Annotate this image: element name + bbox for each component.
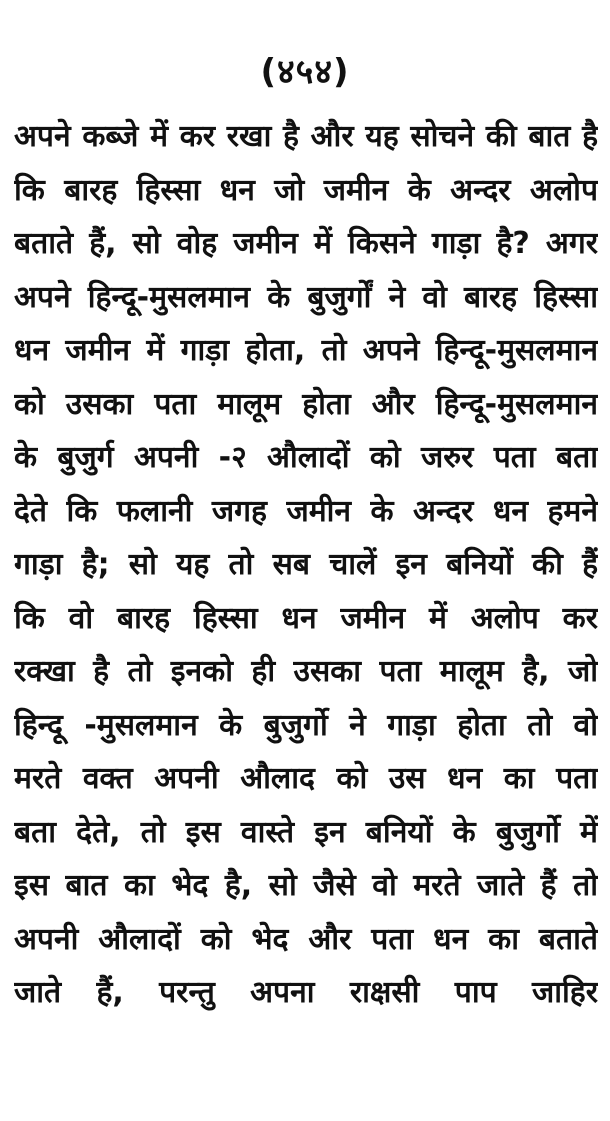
- text-line: अपने हिन्दू-मुसलमान के बुजुर्गों ने वो बारह हिस्सा: [14, 279, 598, 315]
- text-line: बताते हैं, सो वोह जमीन में किसने गाड़ा है? अगर: [14, 226, 598, 261]
- text-line: धन जमीन में गाड़ा होता, तो अपने हिन्दू-मुसलमान: [14, 333, 598, 368]
- text-line: देते कि फलानी जगह जमीन के अन्दर धन हमने: [14, 493, 598, 529]
- text-line: के बुजुर्ग अपनी -२ औलादों को जरुर पता बता: [14, 440, 598, 475]
- text-line: मरते वक्त अपनी औलाद को उस धन का पता: [14, 761, 598, 796]
- text-line: बता देते, तो इस वास्ते इन बनियों के बुजुर्गो में: [14, 814, 598, 850]
- text-line: कि वो बारह हिस्सा धन जमीन में अलोप कर: [14, 600, 598, 636]
- text-line: गाड़ा है; सो यह तो सब चालें इन बनियों की हैं: [14, 547, 598, 582]
- text-line: रक्खा है तो इनको ही उसका पता मालूम है, जो: [14, 654, 598, 689]
- text-line: इस बात का भेद है, सो जैसे वो मरते जाते हैं तो: [14, 868, 598, 903]
- text-line: अपने कब्जे में कर रखा है और यह सोचने की बात है: [14, 119, 598, 154]
- text-line: जाते हैं, परन्तु अपना राक्षसी पाप जाहिर: [14, 975, 598, 1010]
- body-text: [14, 110, 598, 1020]
- text-line: कि बारह हिस्सा धन जो जमीन के अन्दर अलोप: [14, 172, 598, 208]
- text-line: अपनी औलादों को भेद और पता धन का बताते: [14, 921, 598, 957]
- text-line: हिन्दू -मुसलमान के बुजुर्गो ने गाड़ा होता तो वो: [14, 707, 598, 743]
- text-line: को उसका पता मालूम होता और हिन्दू-मुसलमान: [14, 386, 598, 422]
- page-number: (४५४): [260, 52, 350, 92]
